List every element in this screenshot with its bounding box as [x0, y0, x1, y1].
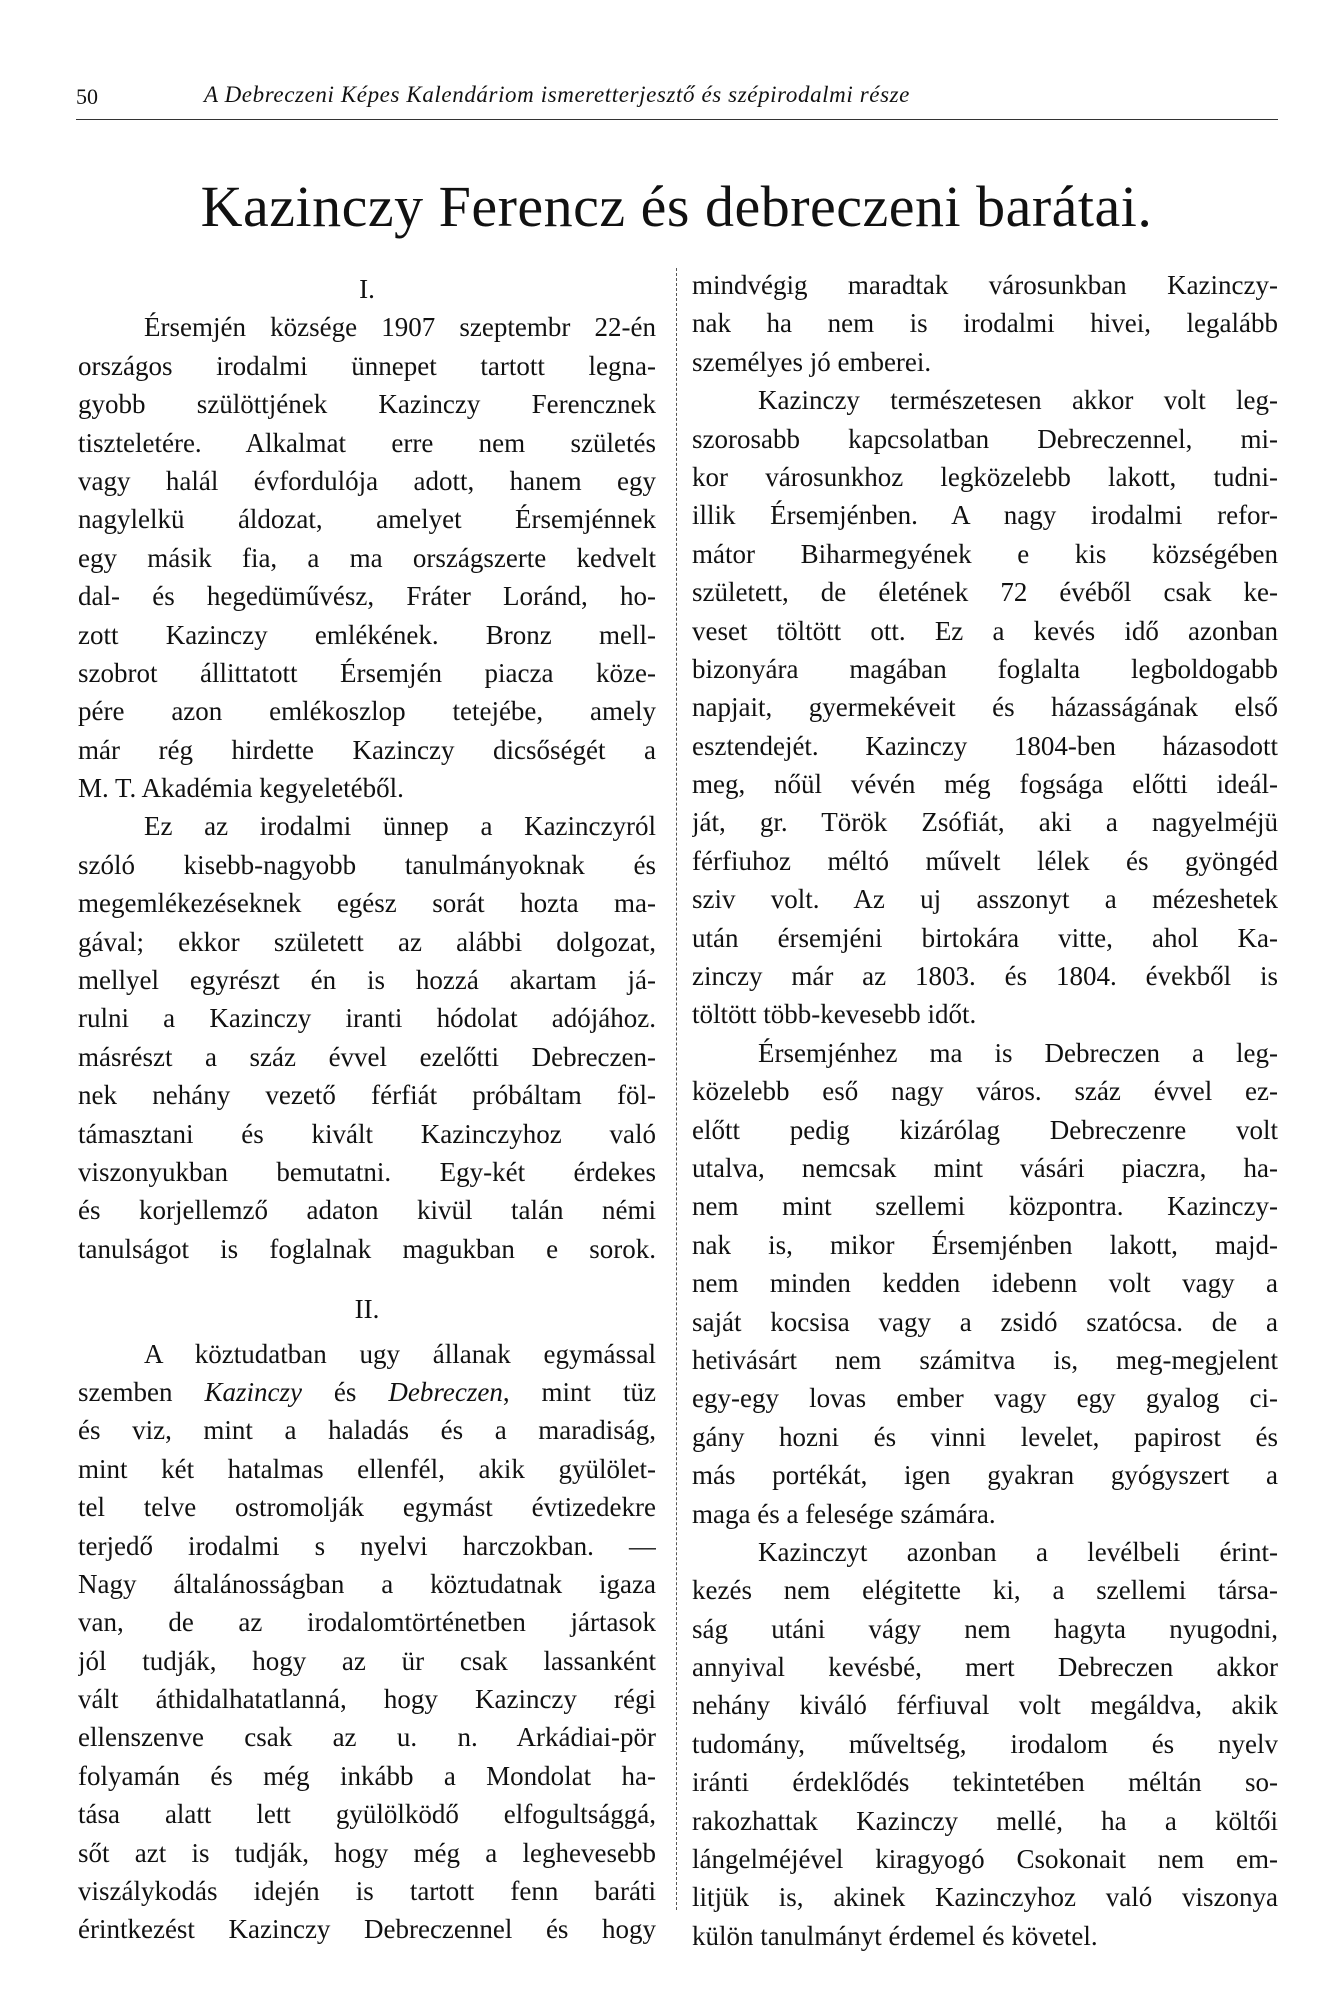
text-line: rulni a Kazinczy iranti hódolat adójához.: [78, 1003, 656, 1034]
text-line: van, de az irodalomtörténetben jártasok: [78, 1607, 656, 1638]
text-line: mint két hatalmas ellenfél, akik gyülölet-: [78, 1453, 656, 1484]
running-head: [76, 76, 1278, 120]
text-line: tudomány, műveltség, irodalom és nyelv: [692, 1728, 1278, 1759]
text-line: viszálykodás idején is tartott fenn baráti: [78, 1876, 656, 1907]
text-line: kor városunkhoz legközelebb lakott, tudni-: [692, 461, 1278, 492]
text-fragment: , mint tüz: [502, 1376, 656, 1407]
section-heading-1: I.: [359, 274, 375, 304]
text-line: Ez az irodalmi ünnep a Kazinczyról: [144, 811, 656, 842]
text-line: zott Kazinczy emlékének. Bronz mell-: [78, 619, 656, 650]
article-title: Kazinczy Ferencz és debreczeni barátai.: [200, 174, 1153, 239]
text-line: A köztudatban ugy állanak egymással: [144, 1338, 656, 1369]
right-column: [692, 266, 1278, 1955]
text-line: jól tudják, hogy az ür csak lassanként: [78, 1645, 656, 1676]
left-column: [78, 270, 656, 1949]
text-line: veset töltött ott. Ez a kevés idő azonban: [692, 615, 1278, 646]
text-line: tel telve ostromolják egymást évtizedekre: [78, 1492, 656, 1523]
text-line: viszonyukban bemutatni. Egy-két érdekes: [78, 1156, 656, 1187]
text-line: meg, nőül vévén még fogsága előtti ideál-: [692, 769, 1278, 800]
text-line: megemlékezéseknek egész sorát hozta ma-: [78, 888, 656, 919]
text-line: és korjellemző adaton kivül talán némi: [78, 1195, 656, 1226]
text-line: másrészt a száz évvel ezelőtti Debreczen-: [78, 1041, 656, 1072]
text-line: litjük is, akinek Kazinczyhoz való viszonya: [692, 1882, 1278, 1913]
text-line: után érsemjéni birtokára vitte, ahol Ka-: [692, 922, 1278, 953]
text-line-with-emphasis: [78, 1373, 656, 1411]
section-heading-2: II.: [354, 1294, 380, 1325]
text-line: napjait, gyermekéveit és házasságának első: [692, 692, 1278, 723]
text-line: ját, gr. Török Zsófiát, aki a nagyelméjü: [692, 807, 1278, 838]
text-line: tanulságot is foglalnak magukban e sorok.: [78, 1233, 656, 1264]
text-line: maga és a felesége számára.: [692, 1498, 996, 1529]
text-line: dal- és hegedüművész, Fráter Loránd, ho-: [78, 581, 656, 612]
paragraph: [692, 266, 1278, 381]
text-line: kezés nem elégitette ki, a szellemi társa-: [692, 1575, 1278, 1606]
header-rule: [76, 119, 1278, 120]
text-line: folyamán és még inkább a Mondolat ha-: [78, 1760, 656, 1791]
paragraph: [78, 807, 656, 1268]
text-line: Kazinczy természetesen akkor volt leg-: [758, 385, 1278, 416]
text-line: Nagy általánosságban a köztudatnak igaza: [78, 1568, 656, 1599]
text-line: országos irodalmi ünnepet tartott legna-: [78, 350, 656, 381]
text-line: bizonyára magában foglalta legboldogabb: [692, 653, 1278, 684]
text-line: hetivásárt nem számitva is, meg-megjelent: [692, 1344, 1278, 1375]
text-line: esztendejét. Kazinczy 1804-ben házasodott: [692, 730, 1278, 761]
text-line: nem minden kedden idebenn volt vagy a: [692, 1268, 1278, 1299]
section-gap: [78, 1268, 656, 1290]
text-line: egy másik fia, a ma országszerte kedvelt: [78, 542, 656, 573]
running-head-title: A Debreczeni Képes Kalendáriom ismeretterjesztő és szépirodalmi része: [204, 82, 910, 107]
text-line: nehány kiváló férfiuval volt megáldva, akik: [692, 1690, 1278, 1721]
text-fragment: szemben: [78, 1376, 205, 1407]
text-line: annyival kevésbé, mert Debreczen akkor: [692, 1652, 1278, 1683]
paragraph: [78, 1335, 656, 1949]
text-line: előtt pedig kizárólag Debreczenre volt: [692, 1114, 1278, 1145]
text-line: pére azon emlékoszlop tetejébe, amely: [78, 696, 656, 727]
text-line: saját kocsisa vagy a zsidó szatócsa. de a: [692, 1306, 1278, 1337]
text-line: született, de életének 72 évéből csak ke-: [692, 577, 1278, 608]
text-line: Kazinczyt azonban a levélbeli érint-: [758, 1536, 1278, 1567]
text-line: terjedő irodalmi s nyelvi harczokban. —: [78, 1530, 656, 1561]
text-line: nagylelkü áldozat, amelyet Érsemjénnek: [78, 504, 656, 535]
paragraph: [78, 308, 656, 807]
text-line: tása alatt lett gyülölködő elfogultsággá,: [78, 1799, 656, 1830]
text-line: mindvégig maradtak városunkban Kazinczy-: [692, 270, 1278, 300]
text-line: férfiuhoz méltó művelt lélek és gyöngéd: [692, 845, 1278, 876]
text-line: nak is, mikor Érsemjénben lakott, majd-: [692, 1229, 1278, 1260]
text-line: gány hozni és vinni levelet, papirost és: [692, 1421, 1278, 1452]
text-line: tiszteletére. Alkalmat erre nem születés: [78, 427, 656, 458]
text-line: Érsemjén községe 1907 szeptembr 22-én: [144, 312, 656, 343]
text-line: rakozhattak Kazinczy mellé, ha a költői: [692, 1805, 1278, 1836]
text-line: gával; ekkor született az alábbi dolgozat,: [78, 926, 656, 957]
text-line: egy-egy lovas ember vagy egy gyalog ci-: [692, 1383, 1278, 1414]
text-fragment: és: [301, 1376, 389, 1407]
text-line: külön tanulmányt érdemel és követel.: [692, 1920, 1098, 1951]
text-line: M. T. Akadémia kegyeletéből.: [78, 773, 404, 804]
text-line: más portékát, igen gyakran gyógyszert a: [692, 1460, 1278, 1491]
text-line: szobrot állittatott Érsemjén piacza köze-: [78, 657, 656, 688]
text-line: nem mint szellemi központra. Kazinczy-: [692, 1191, 1278, 1222]
emphasis-kazinczy: Kazinczy: [204, 1376, 302, 1407]
text-line: vált áthidalhatatlanná, hogy Kazinczy régi: [78, 1684, 656, 1715]
text-line: ság utáni vágy nem hagyta nyugodni,: [692, 1613, 1278, 1644]
text-line: közelebb eső nagy város. száz évvel ez-: [692, 1076, 1278, 1107]
text-line: szóló kisebb-nagyobb tanulmányoknak és: [78, 849, 656, 880]
column-divider: [676, 268, 677, 1910]
text-line: szorosabb kapcsolatban Debreczennel, mi-: [692, 423, 1278, 454]
text-line: vagy halál évfordulója adott, hanem egy: [78, 465, 656, 496]
text-line: nek nehány vezető férfiát próbáltam föl-: [78, 1080, 656, 1111]
text-line: lángelméjével kiragyogó Csokonait nem em-: [692, 1844, 1278, 1875]
text-line: ellenszenve csak az u. n. Arkádiai-pör: [78, 1722, 656, 1753]
page-number: 50: [76, 84, 98, 109]
text-line: illik Érsemjénben. A nagy irodalmi refor-: [692, 500, 1278, 531]
text-line: már rég hirdette Kazinczy dicsőségét a: [78, 734, 656, 765]
text-line: sziv volt. Az uj asszonyt a mézeshetek: [692, 884, 1278, 915]
text-line: mátor Biharmegyének e kis községében: [692, 538, 1278, 569]
paragraph: [692, 1034, 1278, 1533]
paragraph: [692, 1533, 1278, 1955]
text-line: támasztani és kivált Kazinczyhoz való: [78, 1118, 656, 1149]
text-line: nak ha nem is irodalmi hivei, legalább: [692, 308, 1278, 339]
text-line: mellyel egyrészt én is hozzá akartam já-: [78, 965, 656, 996]
text-line: iránti érdeklődés tekintetében méltán so-: [692, 1767, 1278, 1798]
text-line: és viz, mint a haladás és a maradiság,: [78, 1415, 656, 1446]
text-line: személyes jó emberei.: [692, 346, 932, 377]
text-line: töltött több-kevesebb időt.: [692, 999, 977, 1030]
text-line: érintkezést Kazinczy Debreczennel és hogy: [78, 1914, 656, 1945]
text-line: gyobb szülöttjének Kazinczy Ferencznek: [78, 389, 656, 420]
text-line: sőt azt is tudják, hogy még a leghevesebb: [78, 1837, 656, 1868]
text-line: Érsemjénhez ma is Debreczen a leg-: [758, 1037, 1278, 1068]
paragraph: [692, 381, 1278, 1034]
emphasis-debreczen: Debreczen: [388, 1376, 503, 1407]
text-line: utalva, nemcsak mint vásári piaczra, ha-: [692, 1152, 1278, 1183]
text-line: zinczy már az 1803. és 1804. évekből is: [692, 961, 1278, 992]
